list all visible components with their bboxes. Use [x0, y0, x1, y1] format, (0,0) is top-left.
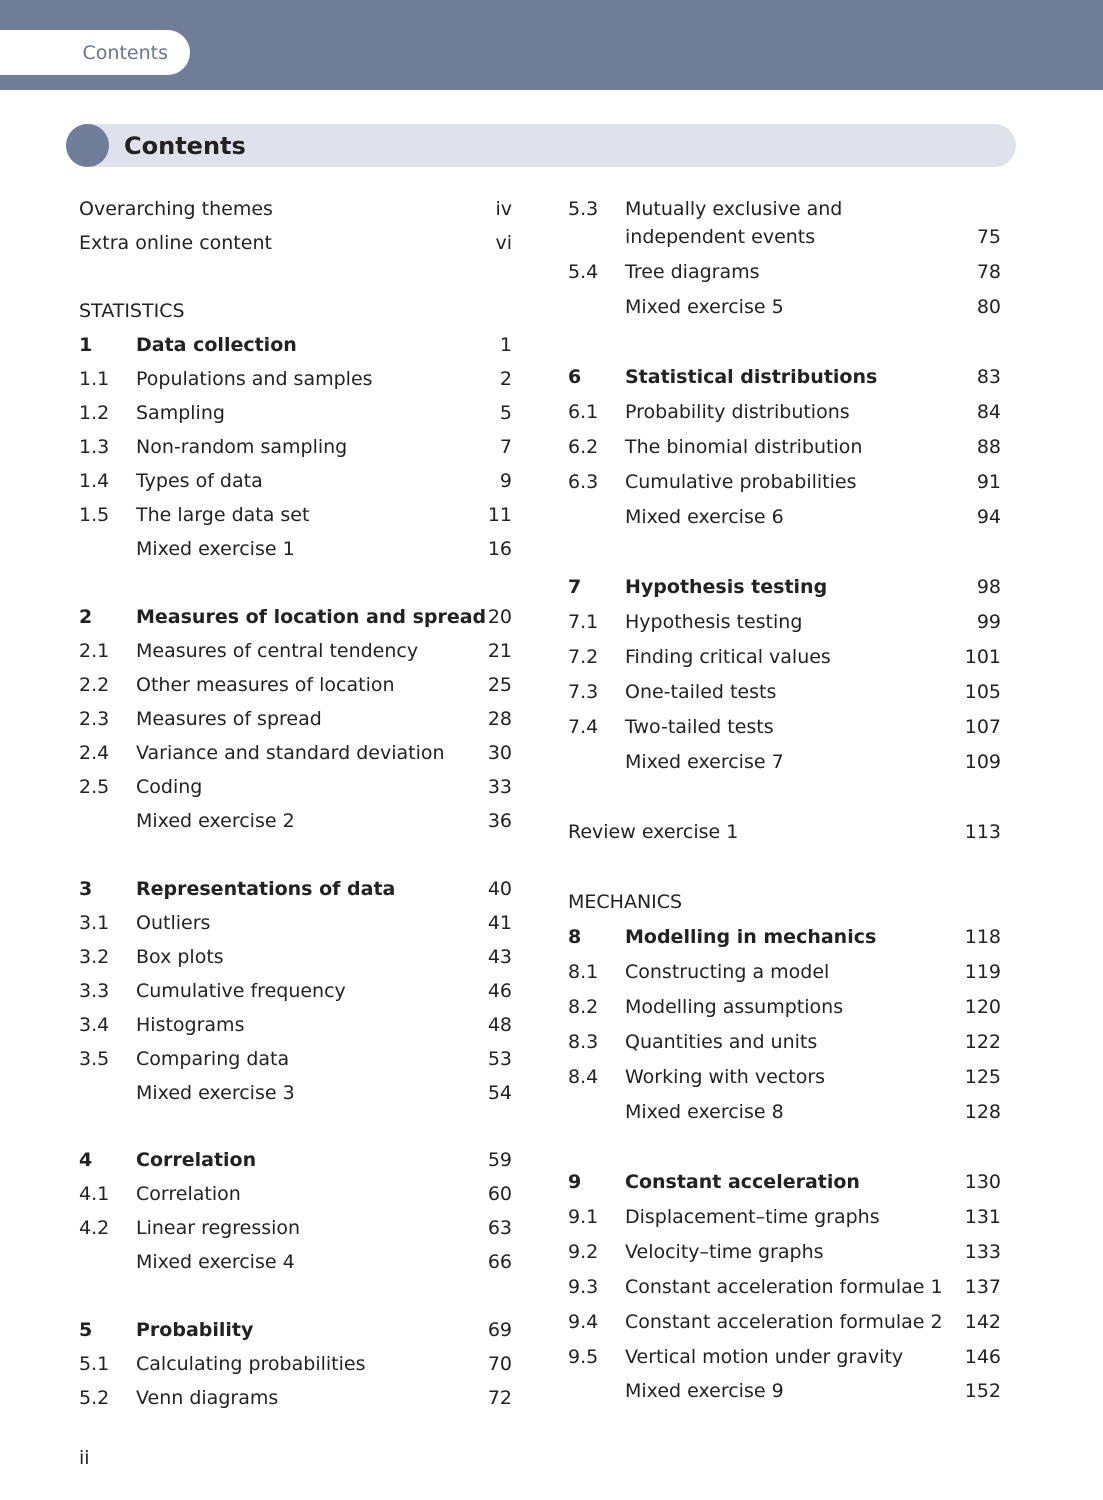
- entry-number: 9.3: [568, 1276, 599, 1298]
- entry-page-number: 99: [976, 611, 1001, 633]
- entry-title: Mixed exercise 6: [625, 506, 784, 528]
- entry-title: Vertical motion under gravity: [625, 1346, 904, 1368]
- entry-number: 5.2: [79, 1387, 110, 1409]
- entry-page-number: 98: [976, 576, 1001, 598]
- entry-number: 2.5: [79, 776, 110, 798]
- entry-page-number: 1: [499, 334, 512, 356]
- entry-page-number: 88: [976, 436, 1001, 458]
- entry-page-number: 142: [964, 1311, 1001, 1333]
- entry-number: 8.4: [568, 1066, 599, 1088]
- entry-page-number: 16: [487, 538, 512, 560]
- entry-page-number: 59: [487, 1149, 512, 1171]
- entry-page-number: 131: [964, 1206, 1001, 1228]
- entry-number: 1.5: [79, 504, 110, 526]
- entry-title: Outliers: [136, 912, 211, 934]
- entry-title: The binomial distribution: [625, 436, 863, 458]
- entry-title: Non-random sampling: [136, 436, 348, 458]
- entry-page-number: vi: [495, 232, 512, 254]
- entry-title: Populations and samples: [136, 368, 373, 390]
- entry-page-number: 25: [487, 674, 512, 696]
- entry-number: 1.1: [79, 368, 110, 390]
- entry-title: Constant acceleration: [625, 1171, 860, 1193]
- entry-page-number: 30: [487, 742, 512, 764]
- entry-page-number: 43: [487, 946, 512, 968]
- entry-number: 6.3: [568, 471, 599, 493]
- entry-title: Data collection: [136, 334, 297, 356]
- entry-title: Two-tailed tests: [625, 716, 774, 738]
- entry-title: Box plots: [136, 946, 224, 968]
- entry-title: Quantities and units: [625, 1031, 818, 1053]
- entry-page-number: 63: [487, 1217, 512, 1239]
- entry-title: Cumulative frequency: [136, 980, 346, 1002]
- entry-page-number: 122: [964, 1031, 1001, 1053]
- entry-number: 9.5: [568, 1346, 599, 1368]
- entry-title: Probability: [136, 1319, 254, 1341]
- entry-title: MECHANICS: [568, 891, 683, 913]
- entry-page-number: 69: [487, 1319, 512, 1341]
- entry-page-number: 75: [976, 226, 1001, 248]
- entry-page-number: 84: [976, 401, 1001, 423]
- entry-title: Measures of central tendency: [136, 640, 419, 662]
- entry-page-number: 54: [487, 1082, 512, 1104]
- entry-page-number: 83: [976, 366, 1001, 388]
- entry-title: Correlation: [136, 1183, 241, 1205]
- entry-number: 8: [568, 926, 582, 948]
- entry-page-number: 5: [499, 402, 512, 424]
- entry-page-number: 53: [487, 1048, 512, 1070]
- entry-page-number: 133: [964, 1241, 1001, 1263]
- entry-number: 3: [79, 878, 93, 900]
- entry-number: 3.4: [79, 1014, 110, 1036]
- entry-page-number: 28: [487, 708, 512, 730]
- entry-title: Modelling assumptions: [625, 996, 844, 1018]
- entry-page-number: 130: [964, 1171, 1001, 1193]
- entry-page-number: 91: [976, 471, 1001, 493]
- entry-number: 8.2: [568, 996, 599, 1018]
- entry-page-number: 105: [964, 681, 1001, 703]
- entry-title: Cumulative probabilities: [625, 471, 857, 493]
- entry-page-number: 107: [964, 716, 1001, 738]
- entry-title: Variance and standard deviation: [136, 742, 445, 764]
- entry-number: 1.3: [79, 436, 110, 458]
- entry-page-number: 41: [487, 912, 512, 934]
- entry-number: 3.3: [79, 980, 110, 1002]
- entry-page-number: 21: [487, 640, 512, 662]
- entry-title: Mutually exclusive and independent events: [625, 198, 843, 248]
- entry-page-number: 125: [964, 1066, 1001, 1088]
- header-tab-label: Contents: [82, 41, 168, 64]
- entry-page-number: 46: [487, 980, 512, 1002]
- entry-number: 5.1: [79, 1353, 110, 1375]
- entry-number: 8.1: [568, 961, 599, 983]
- entry-page-number: 146: [964, 1346, 1001, 1368]
- entry-page-number: 78: [976, 261, 1001, 283]
- entry-number: 3.2: [79, 946, 110, 968]
- entry-number: 4.1: [79, 1183, 110, 1205]
- entry-number: 6: [568, 366, 582, 388]
- entry-number: 5.3: [568, 198, 599, 220]
- entry-page-number: 101: [964, 646, 1001, 668]
- entry-number: 9.4: [568, 1311, 599, 1333]
- entry-number: 1.4: [79, 470, 110, 492]
- banner-dot-icon: [66, 124, 109, 167]
- entry-page-number: 2: [499, 368, 512, 390]
- entry-title: Other measures of location: [136, 674, 395, 696]
- entry-number: 8.3: [568, 1031, 599, 1053]
- entry-number: 2.3: [79, 708, 110, 730]
- entry-page-number: 40: [487, 878, 512, 900]
- entry-page-number: 137: [964, 1276, 1001, 1298]
- entry-page-number: 33: [487, 776, 512, 798]
- entry-title: Mixed exercise 1: [136, 538, 295, 560]
- entry-title: Constant acceleration formulae 2: [625, 1311, 943, 1333]
- entry-title: Histograms: [136, 1014, 245, 1036]
- entry-title: Calculating probabilities: [136, 1353, 366, 1375]
- entry-title: Mixed exercise 8: [625, 1101, 784, 1123]
- entry-page-number: 109: [964, 751, 1001, 773]
- header-tab: [0, 30, 190, 75]
- entry-number: 7.2: [568, 646, 599, 668]
- entry-title: Mixed exercise 2: [136, 810, 295, 832]
- entry-title: Mixed exercise 7: [625, 751, 784, 773]
- entry-number: 1.2: [79, 402, 110, 424]
- entry-title: Coding: [136, 776, 203, 798]
- entry-number: 2.2: [79, 674, 110, 696]
- entry-title: STATISTICS: [79, 300, 185, 322]
- entry-title: Representations of data: [136, 878, 396, 900]
- entry-page-number: 152: [964, 1380, 1001, 1402]
- entry-page-number: 9: [499, 470, 512, 492]
- entry-number: 9.2: [568, 1241, 599, 1263]
- entry-page-number: 128: [964, 1101, 1001, 1123]
- entry-title: The large data set: [136, 504, 310, 526]
- entry-number: 3.1: [79, 912, 110, 934]
- entry-number: 9: [568, 1171, 582, 1193]
- entry-page-number: 113: [964, 821, 1001, 843]
- entry-number: 7.3: [568, 681, 599, 703]
- entry-page-number: 48: [487, 1014, 512, 1036]
- entry-title: Mixed exercise 9: [625, 1380, 784, 1402]
- entry-number: 5: [79, 1319, 93, 1341]
- entry-page-number: 70: [487, 1353, 512, 1375]
- entry-number: 7: [568, 576, 582, 598]
- entry-page-number: 7: [499, 436, 512, 458]
- entry-number: 9.1: [568, 1206, 599, 1228]
- entry-page-number: 66: [487, 1251, 512, 1273]
- entry-number: 6.2: [568, 436, 599, 458]
- entry-title: Finding critical values: [625, 646, 831, 668]
- entry-title: Extra online content: [79, 232, 272, 254]
- entry-page-number: 60: [487, 1183, 512, 1205]
- page-number: ii: [79, 1447, 90, 1469]
- entry-page-number: 72: [487, 1387, 512, 1409]
- entry-page-number: 36: [487, 810, 512, 832]
- entry-title: Constructing a model: [625, 961, 830, 983]
- entry-title: Comparing data: [136, 1048, 290, 1070]
- entry-title: Venn diagrams: [136, 1387, 279, 1409]
- contents-banner: [66, 124, 1016, 167]
- entry-title: Statistical distributions: [625, 366, 878, 388]
- entry-number: 2.4: [79, 742, 110, 764]
- entry-title: Types of data: [136, 470, 263, 492]
- entry-title: Modelling in mechanics: [625, 926, 877, 948]
- entry-title: Overarching themes: [79, 198, 273, 220]
- entry-title: Hypothesis testing: [625, 611, 803, 633]
- entry-page-number: 11: [487, 504, 512, 526]
- entry-page-number: 118: [964, 926, 1001, 948]
- entry-number: 1: [79, 334, 93, 356]
- entry-number: 2: [79, 606, 93, 628]
- entry-number: 4: [79, 1149, 93, 1171]
- entry-title: Mixed exercise 5: [625, 296, 784, 318]
- entry-title: Linear regression: [136, 1217, 301, 1239]
- entry-number: 4.2: [79, 1217, 110, 1239]
- entry-title: Correlation: [136, 1149, 257, 1171]
- entry-page-number: 120: [964, 996, 1001, 1018]
- entry-page-number: 80: [976, 296, 1001, 318]
- entry-title: One-tailed tests: [625, 681, 777, 703]
- entry-number: 3.5: [79, 1048, 110, 1070]
- entry-title: Tree diagrams: [625, 261, 760, 283]
- entry-title: Displacement–time graphs: [625, 1206, 880, 1228]
- entry-page-number: 94: [976, 506, 1001, 528]
- entry-title: Hypothesis testing: [625, 576, 828, 598]
- entry-title: Velocity–time graphs: [625, 1241, 824, 1263]
- entry-title: Sampling: [136, 402, 225, 424]
- page-title: Contents: [124, 132, 246, 160]
- entry-page-number: 119: [964, 961, 1001, 983]
- entry-title: Measures of location and spread: [136, 606, 487, 628]
- entry-number: 7.1: [568, 611, 599, 633]
- entry-page-number: 20: [487, 606, 512, 628]
- entry-title: Review exercise 1: [568, 821, 739, 843]
- entry-number: 6.1: [568, 401, 599, 423]
- entry-title: Working with vectors: [625, 1066, 826, 1088]
- entry-title: Probability distributions: [625, 401, 850, 423]
- entry-number: 2.1: [79, 640, 110, 662]
- entry-number: 7.4: [568, 716, 599, 738]
- entry-title: Mixed exercise 4: [136, 1251, 295, 1273]
- entry-page-number: iv: [495, 198, 512, 220]
- entry-title: Measures of spread: [136, 708, 322, 730]
- entry-number: 5.4: [568, 261, 599, 283]
- entry-title: Constant acceleration formulae 1: [625, 1276, 943, 1298]
- entry-title: Mixed exercise 3: [136, 1082, 295, 1104]
